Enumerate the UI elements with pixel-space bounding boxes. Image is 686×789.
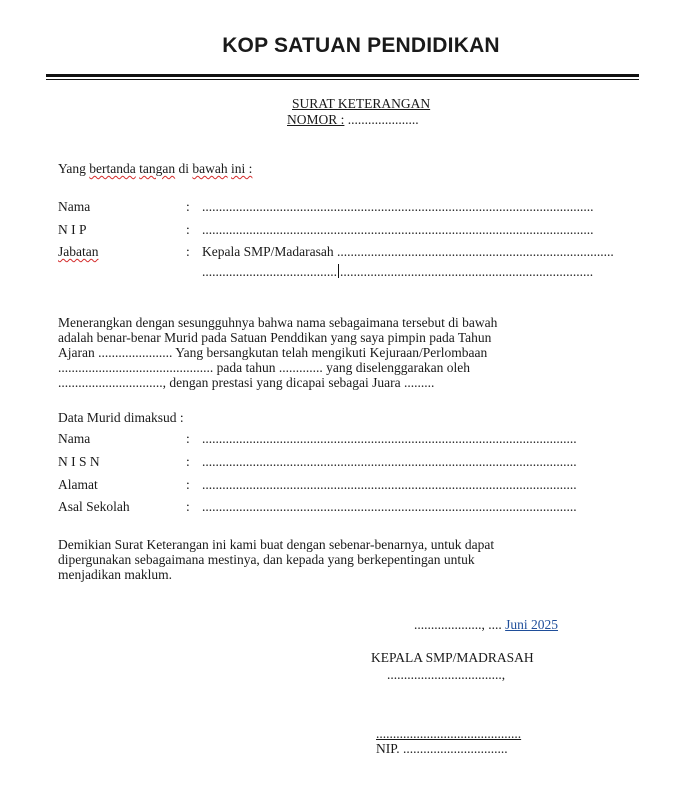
signer-name-label: Nama bbox=[58, 199, 91, 214]
signature-name-line: ........................................... bbox=[376, 726, 522, 741]
statement-line: ..............................., dengan prestasi yang dicapai sebagai Juara ......... bbox=[58, 375, 435, 390]
student-address-label: Alamat bbox=[58, 477, 98, 492]
signer-position-dots: .................................., bbox=[387, 667, 506, 682]
letter-title: SURAT KETERANGAN bbox=[292, 96, 431, 111]
signer-position-colon: : bbox=[186, 244, 190, 259]
signer-nip-value: .................................................................................................................... bbox=[202, 222, 594, 237]
student-nisn-colon: : bbox=[186, 454, 190, 469]
student-data-heading: Data Murid dimaksud : bbox=[58, 410, 184, 425]
statement-paragraph bbox=[58, 315, 636, 390]
signer-nip-colon: : bbox=[186, 222, 190, 237]
letterhead-title: KOP SATUAN PENDIDIKAN bbox=[222, 34, 500, 57]
closing-line: Demikian Surat Keterangan ini kami buat dengan sebenar-benarnya, untuk dapat bbox=[58, 537, 495, 552]
statement-line: Menerangkan dengan sesungguhnya bahwa nama sebagaimana tersebut di bawah bbox=[58, 315, 498, 330]
student-school-label: Asal Sekolah bbox=[58, 499, 130, 514]
intro-text: Yang bertanda tangan di bawah ini : bbox=[58, 161, 253, 176]
letter-number-label: NOMOR : bbox=[287, 112, 345, 127]
letter-number-value: ..................... bbox=[347, 112, 419, 127]
signature-nip: NIP. ............................... bbox=[376, 741, 508, 756]
student-address-colon: : bbox=[186, 477, 190, 492]
signer-position-title: KEPALA SMP/MADRASAH bbox=[371, 650, 534, 665]
letterhead-rule-thin bbox=[46, 79, 639, 80]
closing-line: dipergunakan sebagaimana mestinya, dan kepada yang berkepentingan untuk bbox=[58, 552, 475, 567]
signer-position-value: Kepala SMP/Madarasah .................................................................................. bbox=[202, 244, 614, 259]
student-nisn-label: N I S N bbox=[58, 454, 100, 469]
student-name-value: ............................................................................................................... bbox=[202, 431, 577, 446]
closing-line: menjadikan maklum. bbox=[58, 567, 172, 582]
signer-nip-label: N I P bbox=[58, 222, 87, 237]
student-nisn-value: ............................................................................................................... bbox=[202, 454, 577, 469]
signer-name-colon: : bbox=[186, 199, 190, 214]
place-date bbox=[414, 617, 558, 633]
statement-line: Ajaran ...................... Yang bersangkutan telah mengikuti Kejuraan/Perlombaan bbox=[58, 345, 488, 360]
closing-paragraph bbox=[58, 537, 636, 582]
date-text: Juni 2025 bbox=[505, 617, 559, 632]
student-name-label: Nama bbox=[58, 431, 91, 446]
letter-number bbox=[287, 112, 419, 128]
signer-position-line2: ........................................ ........................................................................... bbox=[202, 264, 594, 279]
signer-name-value: .................................................................................................................... bbox=[202, 199, 594, 214]
signer-position-label: Jabatan bbox=[58, 244, 99, 259]
student-school-colon: : bbox=[186, 499, 190, 514]
student-school-value: ............................................................................................................... bbox=[202, 499, 577, 514]
student-address-value: ............................................................................................................... bbox=[202, 477, 577, 492]
statement-line: .............................................. pada tahun ............. yang diselenggarakan oleh bbox=[58, 360, 471, 375]
text-cursor bbox=[338, 264, 339, 278]
statement-line: adalah benar-benar Murid pada Satuan Penddikan yang saya pimpin pada Tahun bbox=[58, 330, 492, 345]
letterhead-rule-thick bbox=[46, 74, 639, 77]
student-name-colon: : bbox=[186, 431, 190, 446]
place-dots: ...................., .... bbox=[414, 617, 502, 632]
